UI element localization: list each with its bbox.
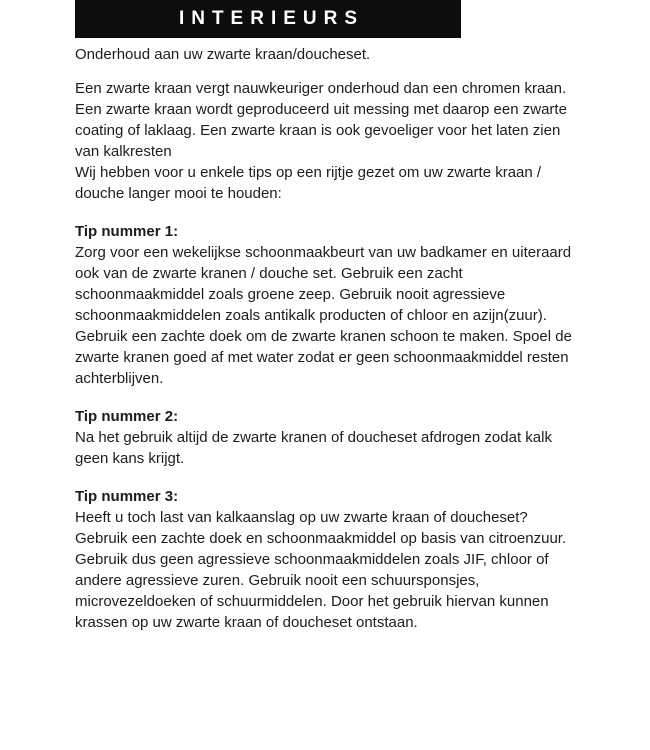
tip-paragraph: Heeft u toch last van kalkaanslag op uw zwarte kraan of doucheset? Gebruik een zachte doek en schoonmaakmiddel op basis van citroenzuur. Gebruik dus geen agressieve schoonmaakmiddelen zoals JIF, chloor of andere agressieve zuren. Gebruik nooit een schuursponsjes, microvezeldoeken of schuurmiddelen. Door het gebruik hiervan kunnen krassen op uw zwarte kraan of doucheset ontstaan. bbox=[75, 509, 567, 631]
tip-section-1 bbox=[75, 221, 580, 389]
intro-line: Onderhoud aan uw zwarte kraan/doucheset. bbox=[75, 46, 371, 63]
paragraph: Een zwarte kraan vergt nauwkeuriger onderhoud dan een chromen kraan. Een zwarte kraan wordt geproduceerd uit messing met daarop een zwarte coating of laklaag. Een zwarte kraan is ook gevoeliger voor het laten zien van kalkresten bbox=[75, 80, 567, 160]
tip-section-2 bbox=[75, 406, 580, 469]
article-content bbox=[0, 38, 650, 633]
tip-paragraph: Na het gebruik altijd de zwarte kranen of doucheset afdrogen zodat kalk geen kans krijgt. bbox=[75, 429, 552, 467]
tip-heading: Tip nummer 1: bbox=[75, 223, 179, 240]
tip-heading: Tip nummer 2: bbox=[75, 408, 179, 425]
brand-logo-text: INTERIEURS bbox=[178, 8, 365, 29]
tip-heading: Tip nummer 3: bbox=[75, 488, 179, 505]
tip-paragraph: Zorg voor een wekelijkse schoonmaakbeurt van uw badkamer en uiteraard ook van de zwarte kranen / douche set. Gebruik een zacht schoonmaakmiddel zoals groene zeep. Gebruik nooit agressieve schoonmaakmiddelen zoals antikalk producten of chloor en azijn(zuur). bbox=[75, 244, 572, 324]
tip-section-3 bbox=[75, 486, 580, 633]
brand-banner bbox=[75, 0, 461, 38]
paragraph: Wij hebben voor u enkele tips op een rijtje gezet om uw zwarte kraan / douche langer mooi te houden: bbox=[75, 164, 542, 202]
tip-paragraph: Gebruik een zachte doek om de zwarte kranen schoon te maken. Spoel de zwarte kranen goed af met water zodat er geen schoonmaakmiddel resten achterblijven. bbox=[75, 328, 572, 387]
